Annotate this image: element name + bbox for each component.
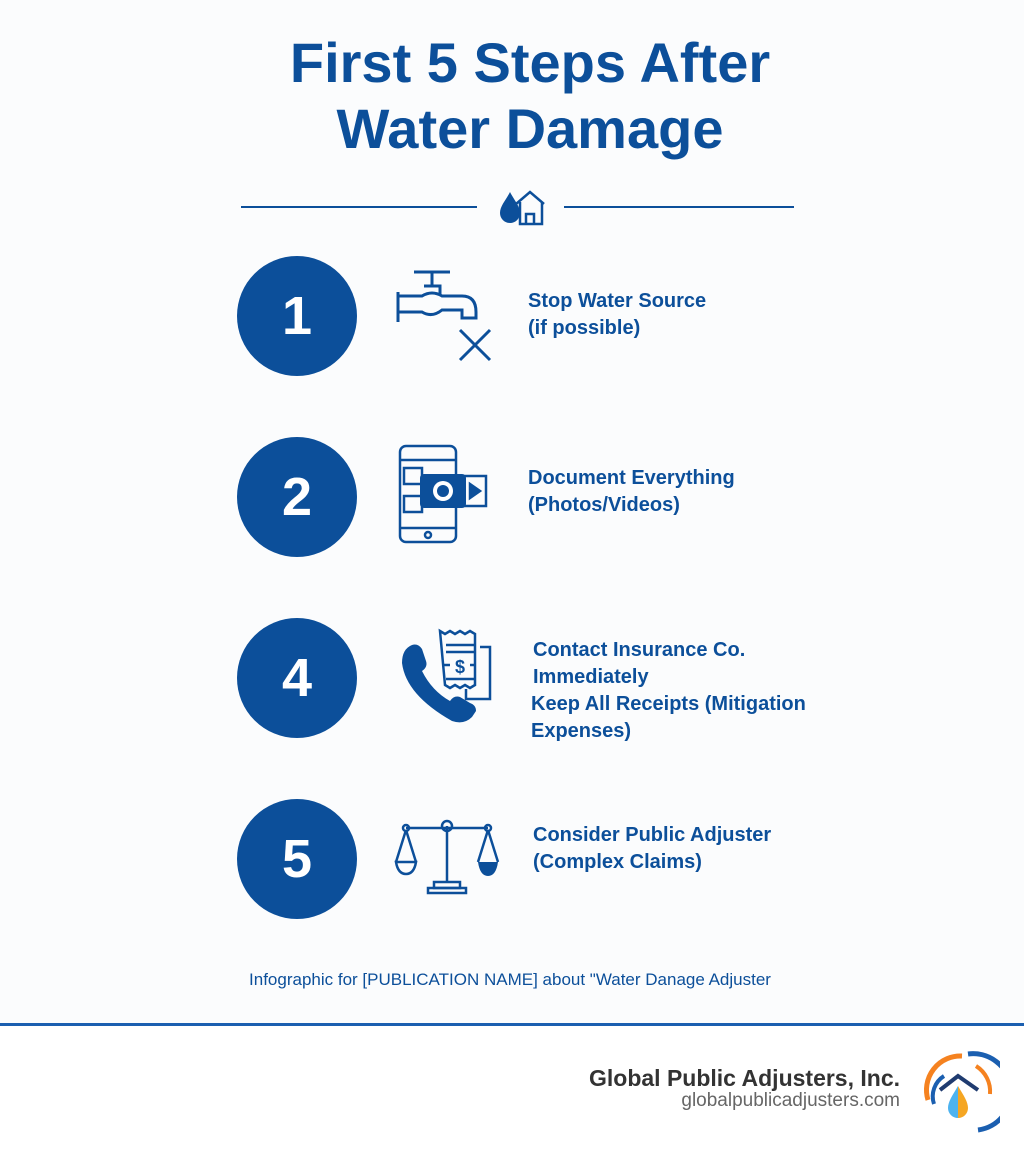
- label-line: Keep All Receipts (Mitigation: [531, 693, 806, 715]
- label-line: Contact Insurance Co.: [533, 639, 746, 661]
- svg-text:$: $: [454, 657, 466, 677]
- label-line: Expenses): [531, 720, 632, 742]
- label-line: Document Everything: [528, 467, 735, 489]
- step-5-label: [533, 822, 771, 876]
- label-line: Consider Public Adjuster: [533, 824, 772, 846]
- step-number-2: 2: [237, 437, 357, 557]
- label-line: (Complex Claims): [533, 851, 702, 873]
- label-line: (Photos/Videos): [528, 494, 680, 516]
- step-1-label: [528, 288, 706, 342]
- page-title: [0, 30, 1024, 162]
- label-line: Immediately: [533, 666, 649, 688]
- step-number-1: 1: [237, 256, 357, 376]
- step-4-label: [533, 637, 806, 745]
- footer-divider: [0, 1023, 1024, 1026]
- faucet-off-icon: [392, 262, 502, 372]
- phone-receipt-icon: [392, 625, 502, 735]
- title-line-1: First 5 Steps After: [289, 31, 771, 94]
- label-line: Stop Water Source: [528, 290, 707, 312]
- water-drop-house-icon: [496, 184, 546, 228]
- step-2-label: [528, 465, 735, 519]
- step-number-4: 4: [237, 618, 357, 738]
- label-line: (if possible): [528, 317, 641, 339]
- phone-camera-icon: [392, 440, 502, 550]
- step-number-5: 5: [237, 799, 357, 919]
- company-website[interactable]: globalpublicadjusters.com: [681, 1090, 900, 1111]
- divider-right: [564, 206, 794, 208]
- title-line-2: Water Damage: [336, 97, 724, 160]
- company-name: Global Public Adjusters, Inc.: [589, 1065, 900, 1091]
- scales-icon: [392, 810, 502, 920]
- company-logo-icon: [918, 1050, 1000, 1134]
- caption: Infographic for [PUBLICATION NAME] about "Water Danage Adjuster: [249, 970, 771, 989]
- divider-left: [241, 206, 477, 208]
